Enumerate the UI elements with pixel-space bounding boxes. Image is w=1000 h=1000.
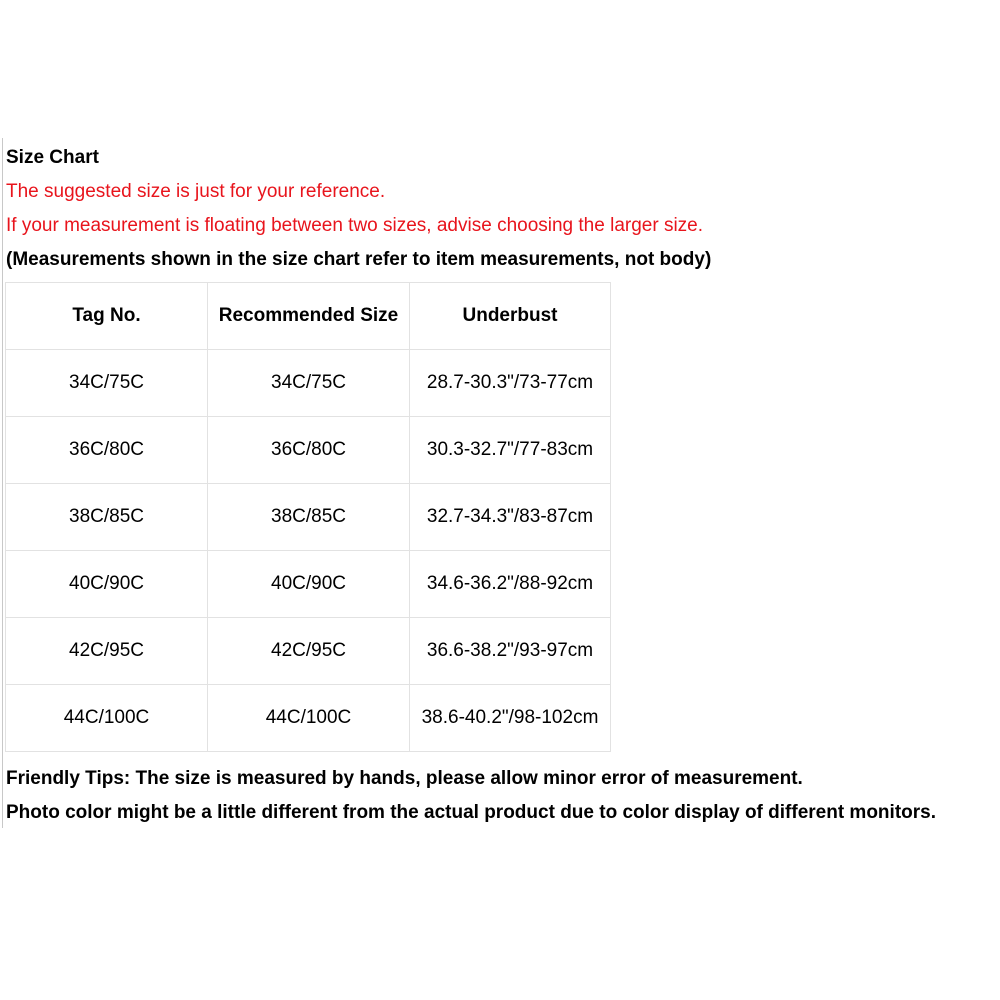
table-row [6,350,611,417]
cell-recommended-size: 42C/95C [208,618,410,685]
color-disclaimer: Photo color might be a little different from the actual product due to color display of different monitors. [6,802,936,823]
size-advice-note: If your measurement is floating between two sizes, advise choosing the larger size. [6,215,704,236]
table-row [6,551,611,618]
table-row [6,484,611,551]
table-row [6,618,611,685]
cell-recommended-size: 36C/80C [208,417,410,484]
cell-tag-no: 40C/90C [6,551,208,618]
page-title: Size Chart [6,147,99,168]
cell-tag-no: 42C/95C [6,618,208,685]
cell-tag-no: 38C/85C [6,484,208,551]
cell-recommended-size: 40C/90C [208,551,410,618]
cell-recommended-size: 34C/75C [208,350,410,417]
cell-underbust: 38.6-40.2"/98-102cm [410,685,611,752]
cell-underbust: 36.6-38.2"/93-97cm [410,618,611,685]
left-divider [2,138,3,828]
cell-tag-no: 34C/75C [6,350,208,417]
reference-note: The suggested size is just for your reference. [6,181,386,202]
cell-underbust: 30.3-32.7"/77-83cm [410,417,611,484]
column-header-underbust: Underbust [410,283,611,350]
cell-tag-no: 36C/80C [6,417,208,484]
size-table [5,282,611,752]
friendly-tip: Friendly Tips: The size is measured by hands, please allow minor error of measurement. [6,768,803,789]
measurement-note: (Measurements shown in the size chart refer to item measurements, not body) [6,249,712,270]
cell-underbust: 28.7-30.3"/73-77cm [410,350,611,417]
table-header-row [6,283,611,350]
table-row [6,417,611,484]
cell-tag-no: 44C/100C [6,685,208,752]
cell-recommended-size: 38C/85C [208,484,410,551]
cell-recommended-size: 44C/100C [208,685,410,752]
cell-underbust: 32.7-34.3"/83-87cm [410,484,611,551]
cell-underbust: 34.6-36.2"/88-92cm [410,551,611,618]
column-header-recommended-size: Recommended Size [208,283,410,350]
column-header-tag-no: Tag No. [6,283,208,350]
table-row [6,685,611,752]
